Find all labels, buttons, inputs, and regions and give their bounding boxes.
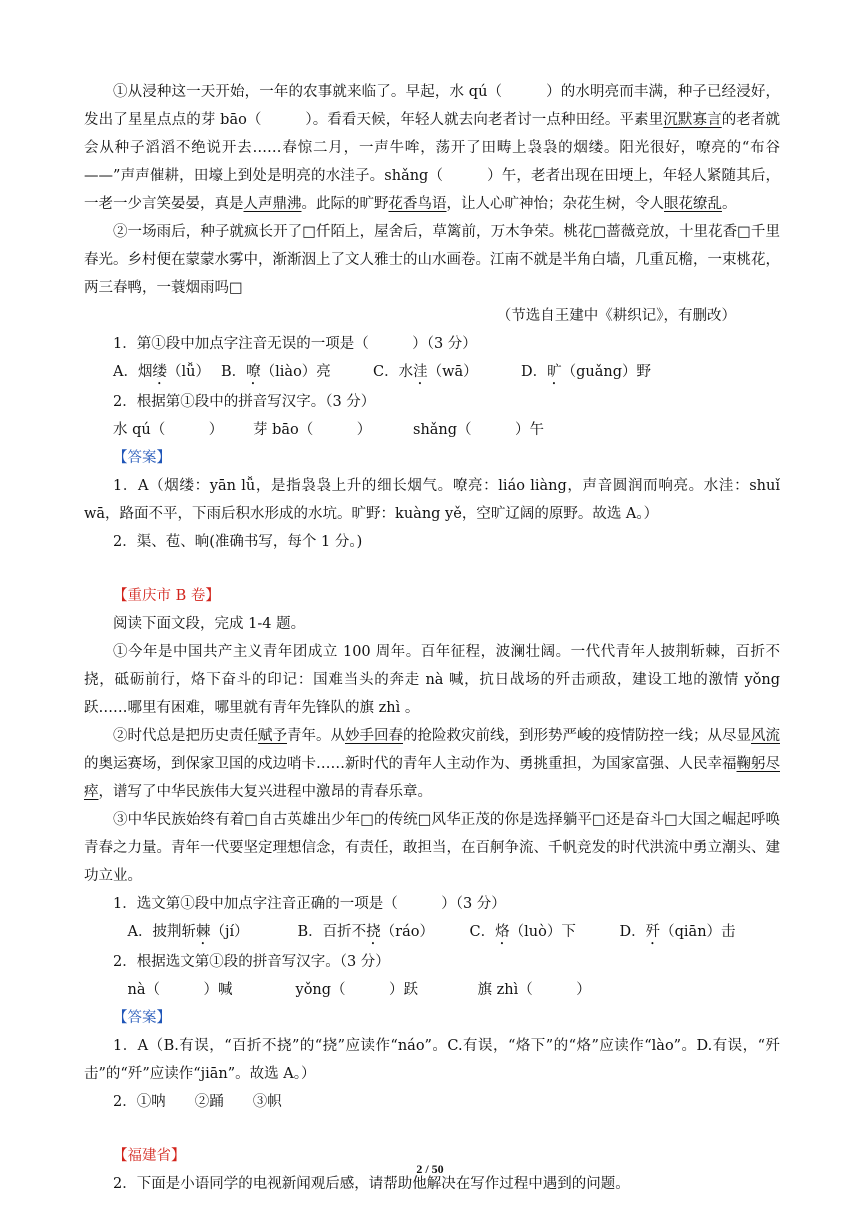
- blank-1: 水 qú（ ）: [113, 422, 224, 438]
- blank-2: 芽 bāo（ ）: [253, 422, 372, 438]
- sec2-question-2-blanks: [84, 976, 780, 1004]
- sec2-blank-2: yǒng（ ）跃: [295, 982, 419, 998]
- section-spacer-2: [84, 1116, 780, 1142]
- sec2-option-d: D．歼（qiān）击: [619, 924, 736, 940]
- sec2-paragraph-3: ③中华民族始终有着□自古英雄出少年□的传统□风华正茂的你是选择躺平□还是奋斗□大国之崛起呼唤青春之力量。青年一代要坚定理想信念，有责任，敢担当，在百舸争流、千帆竞发的时代洪流中勇立潮头、建功立业。: [84, 812, 780, 884]
- sec2-answer-1: 1．A（B.有误，“百折不挠”的“挠”应读作“náo”。C.有误，“烙下”的“烙”应读作“lào”。D.有误，“歼击”的“歼”应读作“jiān”。故选 A。）: [84, 1038, 780, 1082]
- page-number: 2 / 50: [416, 1162, 444, 1176]
- section-spacer: [84, 556, 780, 582]
- sec3-question: 2．下面是小语同学的电视新闻观后感，请帮助他解决在写作过程中遇到的问题。: [113, 1176, 630, 1192]
- sec2-option-b: B．百折不挠（ráo）: [297, 924, 434, 940]
- section-title-fujian: 【福建省】: [113, 1148, 186, 1164]
- sec2-question-1-options: [84, 918, 780, 948]
- sec2-answer-tag: 【答案】: [113, 1010, 171, 1026]
- sec2-paragraph-1: ①今年是中国共产主义青年团成立 100 周年。百年征程，波澜壮阔。一代代青年人披荆斩棘，百折不挠，砥砺前行，烙下奋斗的印记：国难当头的奔走 nà 喊，抗日战场的歼击顽敌，建设工地的激情 yǒng 跃……哪里有困难，哪里就有青年先锋队的旗 zhì 。: [84, 644, 780, 716]
- question-2-blanks: [84, 416, 780, 444]
- option-d: D．旷（guǎng）野: [521, 364, 652, 380]
- option-c: C．水洼（wā）: [373, 364, 478, 380]
- sec2-blank-1: nà（ ）喊: [127, 982, 233, 998]
- passage-paragraph-2: ②一场雨后，种子就疯长开了□仟陌上，屋舍后，草篱前，万木争荣。桃花□蔷薇竞放，十里花香□千里春光。乡村便在蒙蒙水雾中，渐渐洇上了文人雅士的山水画卷。江南不就是半角白墙，几重瓦檐，一束桃花，两三春鸭，一蓑烟雨吗□: [84, 224, 780, 296]
- answer-2: 2．渠、苞、晌(准确书写，每个 1 分。): [113, 534, 363, 550]
- question-1-options: [84, 358, 780, 388]
- question-2: 2．根据第①段中的拼音写汉字。（3 分）: [113, 394, 376, 410]
- sec2-answer-2: 2．①呐 ②踊 ③帜: [113, 1094, 282, 1110]
- answer-tag: 【答案】: [113, 450, 171, 466]
- sec2-question-1: 1．选文第①段中加点字注音正确的一项是（ ）（3 分）: [113, 896, 506, 912]
- section-title-chongqing: 【重庆市 B 卷】: [113, 588, 220, 604]
- document-body: [84, 78, 780, 1198]
- sec2-question-2: 2．根据选文第①段的拼音写汉字。（3 分）: [113, 954, 390, 970]
- answer-1: 1．A（烟缕：yān lǚ，是指袅袅上升的细长烟气。嘹亮：liáo liàng，声音圆润而响亮。水洼：shuǐ wā，路面不平，下雨后积水形成的水坑。旷野：kuàng yě，空旷辽阔的原野。故选 A。）: [84, 478, 780, 522]
- option-a: A．烟缕（lǚ）: [113, 364, 210, 380]
- section-intro: 阅读下面文段，完成 1-4 题。: [113, 616, 306, 632]
- question-1: 1．第①段中加点字注音无误的一项是（ ）（3 分）: [113, 336, 477, 352]
- sec2-blank-3: 旗 zhì（ ）: [477, 982, 591, 998]
- sec2-option-a: A．披荆斩棘（jí）: [127, 924, 249, 940]
- sec2-paragraph-2: ②时代总是把历史责任赋予青年。从妙手回春的抢险救灾前线，到形势严峻的疫情防控一线；从尽显风流的奥运赛场，到保家卫国的戍边哨卡……新时代的青年人主动作为、勇挑重担，为国家富强、人民幸福鞠躬尽瘁，谱写了中华民族伟大复兴进程中激昂的青春乐章。: [84, 728, 780, 800]
- blank-3: shǎng（ ）午: [413, 422, 545, 438]
- passage-paragraph-1: ①从浸种这一天开始，一年的农事就来临了。早起，水 qú（ ）的水明亮而丰满，种子已经浸好，发出了星星点点的芽 bāo（ ）。看看天候，年轻人就去向老者讨一点种田经。平素里沉默寡言的老者就会从种子滔滔不绝说开去……春惊二月，一声牛哞，荡开了田畴上袅袅的烟缕。阳光很好，嘹亮的“布谷——”声声催耕，田壕上到处是明亮的水洼子。shǎng（ ）午，老者出现在田埂上，年轻人紧随其后，一老一少言笑晏晏，真是人声鼎沸。此际的旷野花香鸟语，让人心旷神怡；杂花生树，令人眼花缭乱。: [84, 84, 781, 212]
- option-b: B．嘹（liào）亮: [221, 364, 331, 380]
- passage-source: （节选自王建中《耕织记》，有删改）: [496, 308, 736, 324]
- sec2-option-c: C．烙（luò）下: [469, 924, 576, 940]
